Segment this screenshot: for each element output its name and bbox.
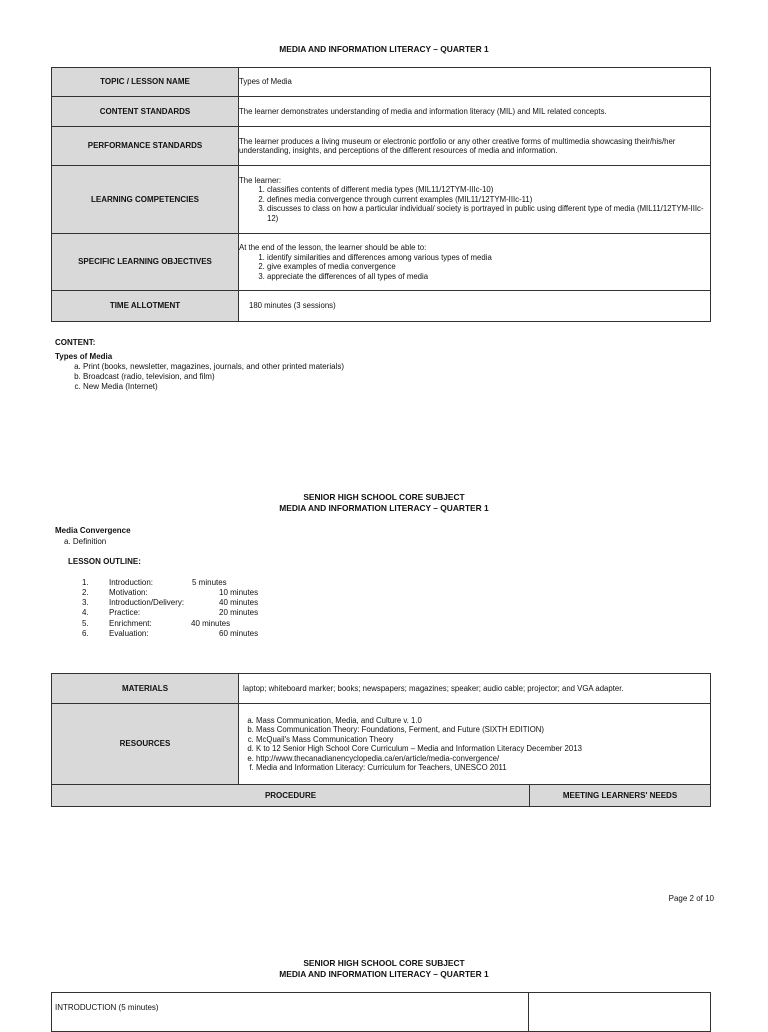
table-row bbox=[52, 97, 711, 127]
header-line-1: SENIOR HIGH SCHOOL CORE SUBJECT bbox=[303, 492, 465, 502]
outline-time: 10 minutes bbox=[219, 588, 259, 597]
outline-number: 2. bbox=[82, 588, 89, 597]
list-item: b. Broadcast (radio, television, and film) bbox=[83, 372, 344, 382]
performance-standards-label: PERFORMANCE STANDARDS bbox=[52, 127, 239, 166]
procedure-label: PROCEDURE bbox=[52, 785, 530, 807]
list-item: 3. discusses to class on how a particular individual/ society is portrayed in public using different type of media (MIL11/12TYM-IIIc-12) bbox=[267, 204, 710, 223]
list-item: e. http://www.thecanadianencyclopedia.ca/en/article/media-convergence/ bbox=[256, 754, 710, 764]
outline-number: 1. bbox=[82, 578, 89, 587]
table-row bbox=[52, 234, 711, 291]
introduction-label: INTRODUCTION (5 minutes) bbox=[55, 1003, 159, 1012]
resources-value bbox=[239, 704, 711, 785]
header-line-2: MEDIA AND INFORMATION LITERACY – QUARTER 1 bbox=[279, 503, 489, 513]
objectives-value bbox=[239, 234, 711, 291]
learning-competencies-label: LEARNING COMPETENCIES bbox=[52, 166, 239, 234]
header-line-1: SENIOR HIGH SCHOOL CORE SUBJECT bbox=[303, 958, 465, 968]
lesson-info-table bbox=[51, 67, 711, 322]
media-types-list bbox=[55, 362, 344, 392]
list-item: c. New Media (Internet) bbox=[83, 382, 344, 392]
outline-time: 20 minutes bbox=[219, 608, 259, 617]
page-header bbox=[0, 492, 768, 514]
outline-name: Practice: bbox=[109, 608, 141, 617]
list-item: 3. appreciate the differences of all types of media bbox=[267, 272, 710, 282]
objectives-list bbox=[239, 253, 710, 282]
table-row bbox=[52, 674, 711, 704]
outline-name: Enrichment: bbox=[109, 619, 152, 628]
outline-name: Introduction: bbox=[109, 578, 154, 587]
content-section bbox=[55, 352, 344, 392]
list-item: d. K to 12 Senior High School Core Curriculum – Media and Information Literacy December 2013 bbox=[256, 744, 710, 754]
page-header bbox=[0, 958, 768, 980]
list-item: f. Media and Information Literacy: Curriculum for Teachers, UNESCO 2011 bbox=[256, 763, 710, 773]
page-header: MEDIA AND INFORMATION LITERACY – QUARTER 1 bbox=[279, 44, 489, 54]
outline-time: 60 minutes bbox=[219, 629, 259, 638]
learners-needs-label: MEETING LEARNERS' NEEDS bbox=[530, 785, 711, 807]
list-item: 1. identify similarities and differences among various types of media bbox=[267, 253, 710, 263]
table-row bbox=[52, 704, 711, 785]
table-row bbox=[52, 291, 711, 322]
list-item: 1. classifies contents of different media types (MIL11/12TYM-IIIc-10) bbox=[267, 185, 710, 195]
performance-standards-value: The learner produces a living museum or electronic portfolio or any other creative forms of multimedia showcasing their/his/her understanding, insights, and perceptions of the different resources of media and information. bbox=[239, 127, 711, 166]
list-item: a. Print (books, newsletter, magazines, journals, and other printed materials) bbox=[83, 362, 344, 372]
objectives-label: SPECIFIC LEARNING OBJECTIVES bbox=[52, 234, 239, 291]
time-allotment-label: TIME ALLOTMENT bbox=[52, 291, 239, 322]
outline-time: 40 minutes bbox=[191, 619, 231, 628]
list-item: 2. defines media convergence through current examples (MIL11/12TYM-IIIc-11) bbox=[267, 195, 710, 205]
competencies-list bbox=[239, 185, 710, 223]
convergence-item: a. Definition bbox=[64, 537, 107, 546]
outline-number: 4. bbox=[82, 608, 89, 617]
list-item: b. Mass Communication Theory: Foundations, Ferment, and Future (SIXTH EDITION) bbox=[256, 725, 710, 735]
outline-time: 40 minutes bbox=[219, 598, 259, 607]
content-standards-label: CONTENT STANDARDS bbox=[52, 97, 239, 127]
content-standards-value: The learner demonstrates understanding of media and information literacy (MIL) and MIL related concepts. bbox=[239, 97, 711, 127]
header-line-2: MEDIA AND INFORMATION LITERACY – QUARTER 1 bbox=[279, 969, 489, 979]
outline-number: 5. bbox=[82, 619, 89, 628]
content-subheading: Types of Media bbox=[55, 352, 113, 361]
table-row bbox=[52, 166, 711, 234]
outline-name: Introduction/Delivery: bbox=[109, 598, 185, 607]
lesson-outline-heading: LESSON OUTLINE: bbox=[68, 557, 141, 566]
outline-number: 3. bbox=[82, 598, 89, 607]
materials-value: laptop; whiteboard marker; books; newspapers; magazines; speaker; audio cable; projector; and VGA adapter. bbox=[239, 674, 711, 704]
list-item: a. Mass Communication, Media, and Culture v. 1.0 bbox=[256, 716, 710, 726]
list-item: 2. give examples of media convergence bbox=[267, 262, 710, 272]
page-number: Page 2 of 10 bbox=[668, 894, 714, 903]
competencies-intro: The learner: bbox=[239, 175, 282, 185]
topic-label: TOPIC / LESSON NAME bbox=[52, 68, 239, 97]
materials-label: MATERIALS bbox=[52, 674, 239, 704]
outline-time: 5 minutes bbox=[192, 578, 227, 587]
convergence-heading: Media Convergence bbox=[55, 526, 131, 535]
resources-label: RESOURCES bbox=[52, 704, 239, 785]
learning-competencies-value bbox=[239, 166, 711, 234]
table-row bbox=[52, 127, 711, 166]
materials-table bbox=[51, 673, 711, 807]
outline-name: Evaluation: bbox=[109, 629, 149, 638]
resources-list bbox=[243, 716, 710, 773]
table-row bbox=[52, 785, 711, 807]
table-row bbox=[52, 68, 711, 97]
procedure-cell bbox=[51, 992, 529, 1032]
list-item: c. McQuail's Mass Communication Theory bbox=[256, 735, 710, 745]
content-heading: CONTENT: bbox=[55, 338, 96, 347]
outline-number: 6. bbox=[82, 629, 89, 638]
outline-name: Motivation: bbox=[109, 588, 148, 597]
learners-needs-cell bbox=[528, 992, 711, 1032]
time-allotment-value: 180 minutes (3 sessions) bbox=[239, 291, 711, 322]
topic-value: Types of Media bbox=[239, 68, 711, 97]
objectives-intro: At the end of the lesson, the learner should be able to: bbox=[239, 243, 427, 252]
